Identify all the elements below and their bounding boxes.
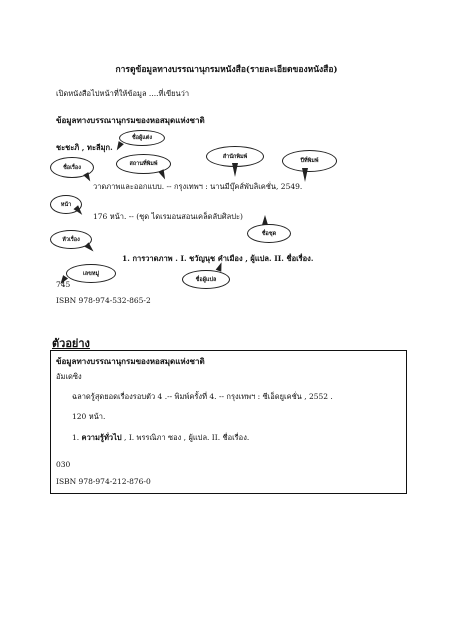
- translator-label-bubble: [182, 270, 230, 289]
- publisher-bubble-tail: [232, 163, 238, 177]
- callno-label-bubble: [66, 264, 116, 283]
- example-title-line: ฉลาดรู้สุดยอดเรื่องรอบตัว 4 .-- พิมพ์ครั้งที่ 4. -- กรุงเทพฯ : ซีเอ็ดยูเคชั่น , 2552 .: [72, 392, 333, 401]
- record-pages-line: 176 หน้า. -- (ชุด ไดเรมอนสอนเคล็ดลับศิลปะ): [93, 212, 243, 221]
- subject-bubble-tail: [84, 242, 95, 253]
- title-label-text: ชื่อเรื่อง: [63, 164, 81, 171]
- example-section-heading: ข้อมูลทางบรรณานุกรมของหอสมุดแห่งชาติ: [56, 356, 205, 366]
- series-label-bubble: [247, 224, 291, 243]
- translator-label-text: ชื่อผู้แปล: [195, 276, 217, 283]
- translator-bubble-tail: [216, 261, 225, 272]
- author-bubble-tail: [114, 141, 124, 152]
- author-label-text: ชื่อผู้แต่ง: [131, 135, 153, 141]
- instruction-text: เปิดหนังสือไปหน้าที่ให้ข้อมูล ....ที่เขียนว่า: [56, 89, 190, 98]
- record-subjects-text: 1. การวาดภาพ . I. ชวัญนุช คำเมือง , ผู้แปล. II. ชื่อเรื่อง.: [122, 254, 314, 263]
- series-bubble-tail: [262, 215, 268, 225]
- example-author: อัมเดซิง: [56, 372, 82, 381]
- author-label-bubble: [119, 130, 165, 146]
- record-author: ชะชะภิ , ทะลีมุก.: [56, 143, 113, 152]
- example-subject-prefix: 1.: [72, 433, 80, 442]
- page-title: การดูข้อมูลทางบรรณานุกรมหนังสือ(รายละเอียดของหนังสือ): [115, 65, 338, 75]
- place-bubble-tail: [158, 169, 168, 181]
- example-subjects-line: [72, 432, 249, 444]
- example-pages-line: 120 หน้า.: [72, 412, 106, 421]
- example-isbn: ISBN 978-974-212-876-0: [56, 477, 151, 486]
- year-bubble-tail: [302, 168, 308, 182]
- record-title-line: วาดภาพและออกแบบ. -- กรุงเทพฯ : นานมีบุ๊คส์พับลิเคชั่น, 2549.: [93, 182, 303, 191]
- example-subject-term: ความรู้ทั่วไป: [81, 433, 122, 442]
- callno-label-text: เลขหมู่: [82, 270, 100, 277]
- pages-bubble-tail: [73, 205, 84, 217]
- example-subject-rest: , I. พรรณิภา ซอง , ผู้แปล. II. ชื่อเรื่อง.: [124, 433, 250, 442]
- title-bubble-tail: [83, 172, 93, 183]
- year-label-bubble: [282, 150, 337, 172]
- record-call-number: 745: [56, 280, 71, 289]
- example-heading: ตัวอย่าง: [52, 337, 90, 350]
- example-call-number: 030: [56, 460, 71, 469]
- publisher-label-text: สำนักพิมพ์: [222, 153, 248, 160]
- subject-label-text: หัวเรื่อง: [62, 236, 80, 243]
- record-isbn: ISBN 978-974-532-865-2: [56, 296, 151, 305]
- series-label-text: ชื่อชุด: [261, 230, 277, 237]
- place-label-text: สถานที่พิมพ์: [129, 161, 158, 167]
- pages-label-text: หน้า: [60, 201, 72, 208]
- year-label-text: ปีที่พิมพ์: [300, 158, 319, 164]
- section-heading: ข้อมูลทางบรรณานุกรมของหอสมุดแห่งชาติ: [56, 115, 205, 125]
